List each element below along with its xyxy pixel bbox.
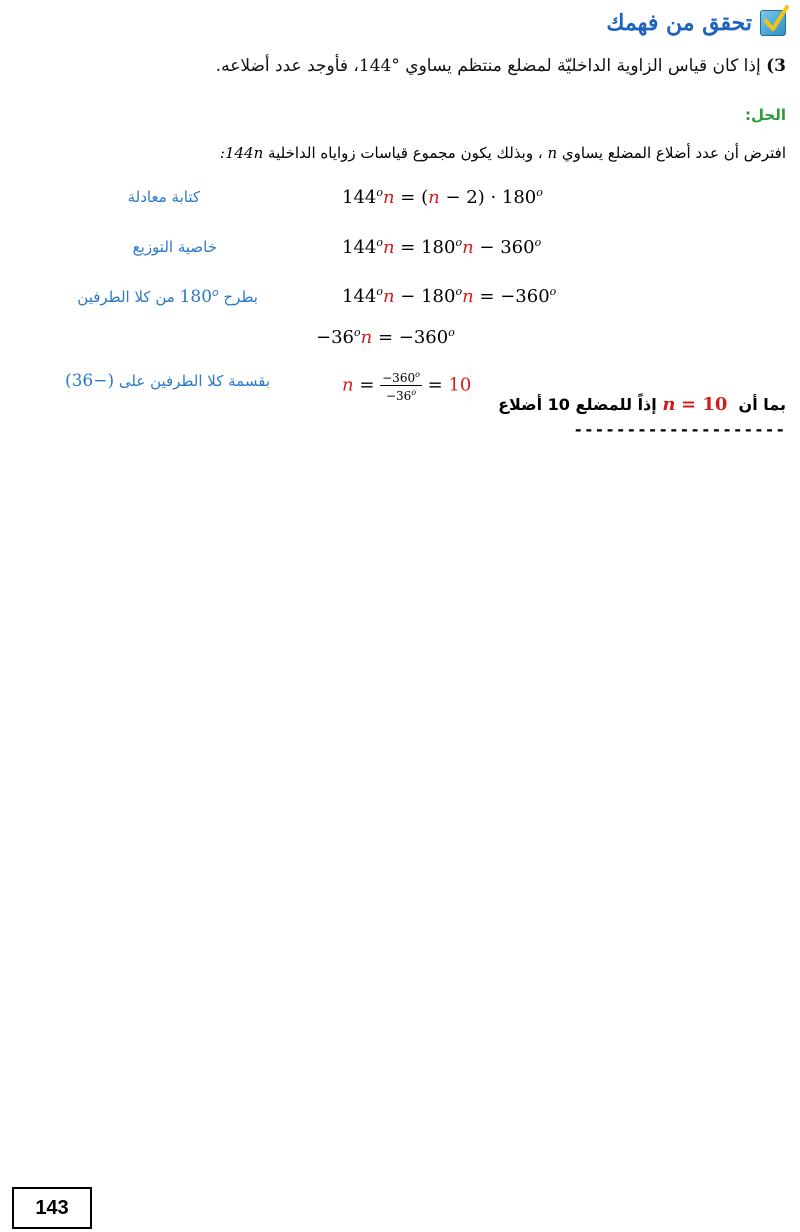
step-note-2: خاصية التوزيع [132,238,217,256]
equation-step-5: n = $\frac{-360^o}{-36^o}$ = 10 [342,370,472,403]
dashed-divider: -------------------- [573,420,786,439]
equation-step-1: $144^on = (n - 2) \cdot 180^o$ [342,186,543,208]
equation-step-4: $-36^on = -360^o$ [316,326,455,348]
checkbox-check-icon [760,10,786,36]
assumption-text: افترض أن عدد أضلاع المضلع يساوي n ، وبذلك يكون مجموع قياسات زواياه الداخلية 144n: [219,144,786,162]
equation-step-2: $144^on = 180^on - 360^o$ [342,236,542,258]
page-number: 143 [12,1187,92,1229]
assumption-expression: 144n: [219,144,264,162]
question [26,56,786,76]
step-note-1: كتابة معادلة [127,188,200,206]
conclusion: بما أن n = 10 إذاً للمضلع 10 أضلاع [498,394,786,415]
conclusion-value: = 10 [681,394,728,415]
equation-step-3: $144^on - 180^on = -360^o$ [342,285,557,307]
solution-label: الحل: [745,106,786,124]
step-note-3: بطرح 180$^o$ من كلا الطرفين [77,286,258,307]
conclusion-variable: n [662,394,676,415]
assumption-variable: n [547,144,558,162]
question-text: إذا كان قياس الزاوية الداخليّة لمضلع منتظم يساوي °144، فأوجد عدد أضلاعه. [215,56,761,76]
section-header [606,6,786,40]
question-number: 3) [766,56,786,76]
section-title: تحقق من فهمك [606,10,752,36]
step-note-5: بقسمة كلا الطرفين على (−36) [64,371,270,391]
